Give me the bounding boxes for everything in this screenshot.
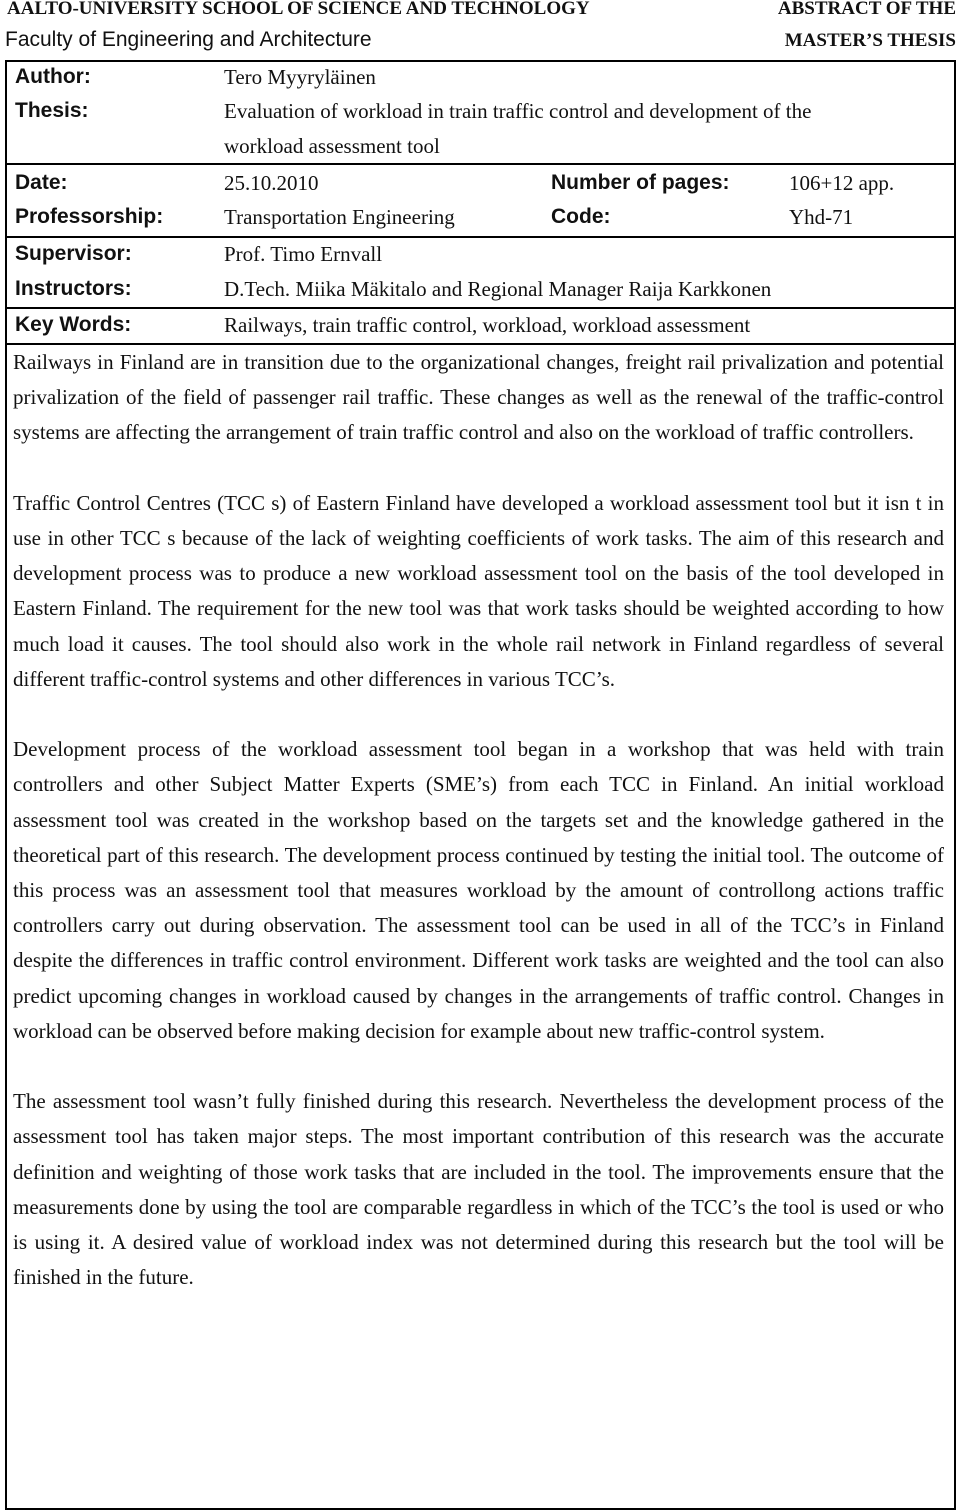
table-bottom-border bbox=[5, 1508, 956, 1510]
date-label: Date: bbox=[15, 171, 68, 194]
document-type-line2: MASTER’S THESIS bbox=[784, 30, 956, 51]
professorship-label: Professorship: bbox=[15, 205, 164, 228]
author-label: Author: bbox=[15, 65, 91, 88]
code-value: Yhd-71 bbox=[789, 205, 854, 229]
author-value: Tero Myyryläinen bbox=[224, 65, 376, 89]
document-header bbox=[0, 0, 960, 60]
supervisor-label: Supervisor: bbox=[15, 242, 132, 265]
instructors-label: Instructors: bbox=[15, 277, 132, 300]
table-top-border bbox=[5, 60, 956, 62]
university-name: AALTO-UNIVERSITY SCHOOL OF SCIENCE AND TECHNOLOGY bbox=[7, 0, 590, 19]
supervisor-value: Prof. Timo Ernvall bbox=[224, 242, 383, 266]
abstract-paragraph: Railways in Finland are in transition due to the organizational changes, freight rail privalization and potential privalization of the field of passenger rail traffic. These changes as well as the renewal of the traffic-control systems are affecting the arrangement of train traffic control and also on the workload of traffic controllers. bbox=[13, 350, 944, 445]
abstract-paragraph: The assessment tool wasn’t fully finished during this research. Nevertheless the development process of the assessment tool has taken major steps. The most important contribution of this research was the accurate definition and weighting of those work tasks that are included in the tool. The improvements ensure that the measurements done by using the tool are comparable regardless in which of the TCC’s the tool is used or who is using it. A desired value of workload index was not determined during this research but the tool will be finished in the future. bbox=[13, 1089, 944, 1290]
faculty-name: Faculty of Engineering and Architecture bbox=[5, 28, 372, 51]
abstract-paragraph: Development process of the workload assessment tool began in a workshop that was held with train controllers and other Subject Matter Experts (SME’s) from each TCC in Finland. An initial workload assessment tool was created in the workshop based on the targets set and the knowledge gathered in the theoretical part of this research. The development process continued by testing the initial tool. The outcome of this process was an assessment tool that measures workload by the amount of controllong actions traffic controllers carry out during observation. The assessment tool can be used in all of the TCC’s in Finland despite the differences in traffic control environment. Different work tasks are weighted and the tool can also predict upcoming changes in workload caused by changes in the arrangements of traffic control. Changes in workload can be observed before making decision for example about new traffic-control system. bbox=[13, 737, 944, 1043]
table-right-border bbox=[954, 60, 956, 1510]
row-divider-instructors bbox=[5, 307, 956, 309]
thesis-title-line1: Evaluation of workload in train traffic control and development of the bbox=[224, 99, 812, 123]
document-type-line1: ABSTRACT OF THE bbox=[777, 0, 956, 19]
pages-value: 106+12 app. bbox=[789, 171, 895, 195]
code-label: Code: bbox=[551, 205, 611, 228]
pages-label: Number of pages: bbox=[551, 171, 730, 194]
keywords-value: Railways, train traffic control, workload, workload assessment bbox=[224, 313, 751, 337]
row-divider-thesis bbox=[5, 163, 956, 165]
table-left-border bbox=[5, 60, 7, 1510]
thesis-label: Thesis: bbox=[15, 99, 89, 122]
instructors-value: D.Tech. Miika Mäkitalo and Regional Manager Raija Karkkonen bbox=[224, 277, 772, 301]
professorship-value: Transportation Engineering bbox=[224, 205, 455, 229]
abstract-body bbox=[13, 345, 944, 1295]
keywords-label: Key Words: bbox=[15, 313, 132, 336]
row-divider-code bbox=[5, 236, 956, 238]
thesis-title-line2: workload assessment tool bbox=[224, 134, 440, 158]
date-value: 25.10.2010 bbox=[224, 171, 319, 195]
abstract-paragraph: Traffic Control Centres (TCC s) of Eastern Finland have developed a workload assessment tool but it isn t in use in other TCC s because of the lack of weighting coefficients of work tasks. The aim of this research and development process was to produce a new workload assessment tool on the basis of the tool developed in Eastern Finland. The requirement for the new tool was that work tasks should be weighted according to how much load it causes. The tool should also work in the whole rail network in Finland regardless of several different traffic-control systems and other differences in various TCC’s. bbox=[13, 490, 944, 691]
